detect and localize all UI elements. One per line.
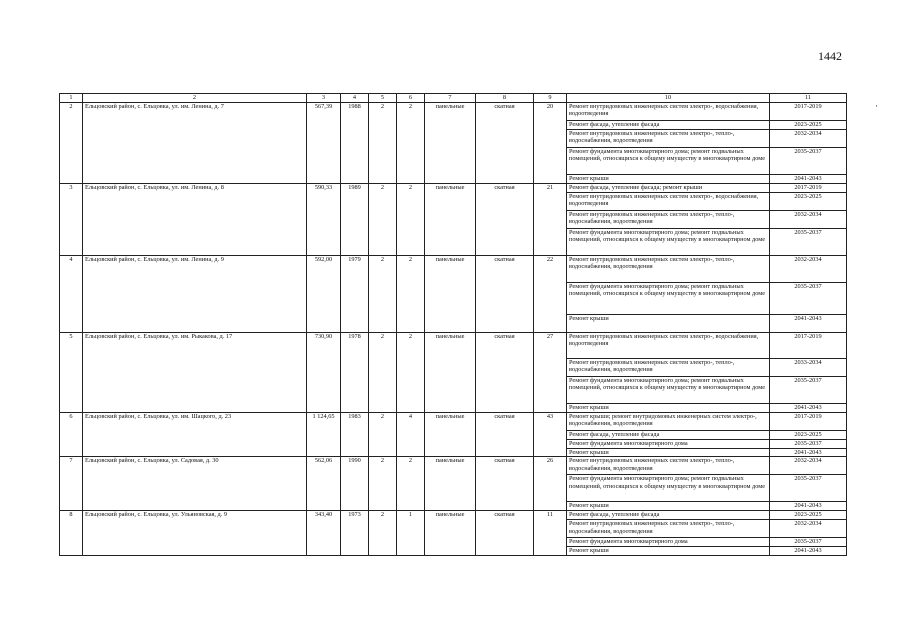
apartments-cell: 22 bbox=[534, 256, 567, 333]
apartments-cell: 20 bbox=[534, 103, 567, 184]
work-type-cell: Ремонт внутридомовых инженерных систем электро-, тепло-, водоснабжения, водоотведения bbox=[567, 457, 770, 475]
address-cell: Ельцовский район, с. Ельцовка, ул. Ульяновская, д. 9 bbox=[83, 511, 307, 555]
address-cell: Ельцовский район, с. Ельцовка, ул. им. Рыкакова, д. 17 bbox=[83, 333, 307, 413]
work-type-cell: Ремонт внутридомовых инженерных систем электро-, тепло-, водоснабжения, водоотведения bbox=[567, 130, 770, 148]
column-number: 6 bbox=[397, 94, 425, 103]
work-type-cell: Ремонт внутридомовых инженерных систем электро-, водоснабжения, водоотведения bbox=[567, 193, 770, 211]
entrances-cell: 2 bbox=[397, 256, 425, 333]
period-cell: 2033-2034 bbox=[770, 359, 847, 377]
period-cell: 2035-2037 bbox=[770, 229, 847, 256]
roof-type-cell: скатная bbox=[476, 511, 534, 555]
row-number: 5 bbox=[60, 333, 83, 413]
apartments-cell: 43 bbox=[534, 413, 567, 457]
column-number: 1 bbox=[60, 94, 83, 103]
entrances-cell: 1 bbox=[397, 511, 425, 555]
period-cell: 2023-2025 bbox=[770, 431, 847, 440]
work-type-cell: Ремонт фундамента многоквартирного дома; ремонт подвальных помещений, относящихся к общему имуществу в многоквартирном доме bbox=[567, 283, 770, 315]
column-number: 5 bbox=[369, 94, 397, 103]
apartments-cell: 21 bbox=[534, 184, 567, 256]
period-cell: 2023-2025 bbox=[770, 511, 847, 520]
table-row bbox=[60, 511, 847, 520]
work-type-cell: Ремонт фундамента многоквартирного дома bbox=[567, 538, 770, 547]
table-row bbox=[60, 256, 847, 283]
period-cell: 2017-2019 bbox=[770, 333, 847, 359]
period-cell: 2035-2037 bbox=[770, 440, 847, 449]
period-cell: 2017-2019 bbox=[770, 413, 847, 431]
work-type-cell: Ремонт фасада, утепление фасада; ремонт крыши bbox=[567, 184, 770, 193]
floors-cell: 2 bbox=[369, 256, 397, 333]
period-cell: 2041-2043 bbox=[770, 547, 847, 555]
page-number: 1442 bbox=[818, 49, 842, 63]
roof-type-cell: скатная bbox=[476, 256, 534, 333]
period-cell: 2023-2025 bbox=[770, 193, 847, 211]
year-built-cell: 1989 bbox=[341, 184, 369, 256]
period-cell: 2035-2037 bbox=[770, 283, 847, 315]
column-number: 4 bbox=[341, 94, 369, 103]
column-number: 8 bbox=[476, 94, 534, 103]
work-type-cell: Ремонт внутридомовых инженерных систем электро-, тепло-, водоснабжения, водоотведения bbox=[567, 520, 770, 538]
column-number-row bbox=[60, 94, 847, 103]
work-type-cell: Ремонт фасада, утепление фасада bbox=[567, 121, 770, 130]
period-cell: 2041-2043 bbox=[770, 404, 847, 413]
stray-mark: · bbox=[875, 101, 878, 111]
work-type-cell: Ремонт крыши bbox=[567, 547, 770, 555]
area-cell: 562,06 bbox=[307, 457, 341, 511]
year-built-cell: 1978 bbox=[341, 333, 369, 413]
entrances-cell: 2 bbox=[397, 333, 425, 413]
address-cell: Ельцовский район, с. Ельцовка, ул. им. Ленина, д. 7 bbox=[83, 103, 307, 184]
work-type-cell: Ремонт фундамента многоквартирного дома; ремонт подвальных помещений, относящихся к общему имуществу в многоквартирном доме bbox=[567, 377, 770, 404]
wall-material-cell: панельные bbox=[425, 457, 476, 511]
address-cell: Ельцовский район, с. Ельцовка, ул. им. Ленина, д. 9 bbox=[83, 256, 307, 333]
area-cell: 567,39 bbox=[307, 103, 341, 184]
work-type-cell: Ремонт фундамента многоквартирного дома; ремонт подвальных помещений, относящихся к общему имуществу в многоквартирном доме bbox=[567, 148, 770, 175]
work-type-cell: Ремонт крыши bbox=[567, 315, 770, 333]
floors-cell: 2 bbox=[369, 333, 397, 413]
table-row bbox=[60, 103, 847, 121]
apartments-cell: 26 bbox=[534, 457, 567, 511]
row-number: 2 bbox=[60, 103, 83, 184]
year-built-cell: 1990 bbox=[341, 457, 369, 511]
entrances-cell: 2 bbox=[397, 103, 425, 184]
entrances-cell: 2 bbox=[397, 184, 425, 256]
roof-type-cell: скатная bbox=[476, 457, 534, 511]
period-cell: 2035-2037 bbox=[770, 538, 847, 547]
wall-material-cell: панельные bbox=[425, 256, 476, 333]
work-type-cell: Ремонт фундамента многоквартирного дома; ремонт подвальных помещений, относящихся к общему имуществу в многоквартирном доме bbox=[567, 229, 770, 256]
column-number: 7 bbox=[425, 94, 476, 103]
capital-repair-table bbox=[59, 93, 847, 556]
row-number: 7 bbox=[60, 457, 83, 511]
period-cell: 2041-2043 bbox=[770, 449, 847, 457]
work-type-cell: Ремонт крыши bbox=[567, 404, 770, 413]
period-cell: 2032-2034 bbox=[770, 130, 847, 148]
work-type-cell: Ремонт внутридомовых инженерных систем электро-, водоснабжения, водоотведения bbox=[567, 333, 770, 359]
work-type-cell: Ремонт внутридомовых инженерных систем электро-, водоснабжения, водоотведения bbox=[567, 103, 770, 121]
floors-cell: 2 bbox=[369, 184, 397, 256]
row-number: 3 bbox=[60, 184, 83, 256]
period-cell: 2017-2019 bbox=[770, 103, 847, 121]
area-cell: 592,00 bbox=[307, 256, 341, 333]
work-type-cell: Ремонт крыши bbox=[567, 502, 770, 511]
table-row bbox=[60, 184, 847, 193]
column-number: 9 bbox=[534, 94, 567, 103]
table-row bbox=[60, 413, 847, 431]
table-row bbox=[60, 457, 847, 475]
address-cell: Ельцовский район, с. Ельцовка, ул. им. Шацкого, д. 23 bbox=[83, 413, 307, 457]
work-type-cell: Ремонт крыши; ремонт внутридомовых инженерных систем электро-, водоснабжения, водоотведения bbox=[567, 413, 770, 431]
floors-cell: 2 bbox=[369, 457, 397, 511]
period-cell: 2032-2034 bbox=[770, 256, 847, 283]
work-type-cell: Ремонт фасада, утепление фасада bbox=[567, 511, 770, 520]
area-cell: 1 124,65 bbox=[307, 413, 341, 457]
row-number: 8 bbox=[60, 511, 83, 555]
wall-material-cell: панельные bbox=[425, 511, 476, 555]
table-row bbox=[60, 333, 847, 359]
address-cell: Ельцовский район, с. Ельцовка, ул. им. Ленина, д. 8 bbox=[83, 184, 307, 256]
roof-type-cell: скатная bbox=[476, 413, 534, 457]
period-cell: 2023-2025 bbox=[770, 121, 847, 130]
address-cell: Ельцовский район, с. Ельцовка, ул. Садовая, д. 30 bbox=[83, 457, 307, 511]
period-cell: 2041-2043 bbox=[770, 315, 847, 333]
entrances-cell: 2 bbox=[397, 457, 425, 511]
period-cell: 2041-2043 bbox=[770, 502, 847, 511]
column-number: 3 bbox=[307, 94, 341, 103]
floors-cell: 2 bbox=[369, 413, 397, 457]
wall-material-cell: панельные bbox=[425, 184, 476, 256]
floors-cell: 2 bbox=[369, 511, 397, 555]
apartments-cell: 11 bbox=[534, 511, 567, 555]
work-type-cell: Ремонт фундамента многоквартирного дома bbox=[567, 440, 770, 449]
area-cell: 730,90 bbox=[307, 333, 341, 413]
year-built-cell: 1973 bbox=[341, 511, 369, 555]
period-cell: 2041-2043 bbox=[770, 175, 847, 184]
year-built-cell: 1979 bbox=[341, 256, 369, 333]
work-type-cell: Ремонт внутридомовых инженерных систем электро-, тепло-, водоснабжения, водоотведения bbox=[567, 211, 770, 229]
work-type-cell: Ремонт внутридомовых инженерных систем электро-, тепло-, водоснабжения, водоотведения bbox=[567, 256, 770, 283]
roof-type-cell: скатная bbox=[476, 103, 534, 184]
work-type-cell: Ремонт внутридомовых инженерных систем электро-, тепло-, водоснабжения, водоотведения bbox=[567, 359, 770, 377]
row-number: 6 bbox=[60, 413, 83, 457]
period-cell: 2035-2037 bbox=[770, 475, 847, 502]
roof-type-cell: скатная bbox=[476, 333, 534, 413]
column-number: 10 bbox=[567, 94, 770, 103]
column-number: 2 bbox=[83, 94, 307, 103]
work-type-cell: Ремонт крыши bbox=[567, 175, 770, 184]
period-cell: 2032-2034 bbox=[770, 520, 847, 538]
year-built-cell: 1983 bbox=[341, 413, 369, 457]
wall-material-cell: панельные bbox=[425, 413, 476, 457]
wall-material-cell: панельные bbox=[425, 333, 476, 413]
entrances-cell: 4 bbox=[397, 413, 425, 457]
period-cell: 2035-2037 bbox=[770, 377, 847, 404]
period-cell: 2032-2034 bbox=[770, 211, 847, 229]
work-type-cell: Ремонт фундамента многоквартирного дома; ремонт подвальных помещений, относящихся к общему имуществу в многоквартирном доме bbox=[567, 475, 770, 502]
wall-material-cell: панельные bbox=[425, 103, 476, 184]
area-cell: 590,33 bbox=[307, 184, 341, 256]
column-number: 11 bbox=[770, 94, 847, 103]
period-cell: 2032-2034 bbox=[770, 457, 847, 475]
roof-type-cell: скатная bbox=[476, 184, 534, 256]
work-type-cell: Ремонт крыши bbox=[567, 449, 770, 457]
year-built-cell: 1988 bbox=[341, 103, 369, 184]
floors-cell: 2 bbox=[369, 103, 397, 184]
work-type-cell: Ремонт фасада, утепление фасада bbox=[567, 431, 770, 440]
area-cell: 343,40 bbox=[307, 511, 341, 555]
row-number: 4 bbox=[60, 256, 83, 333]
period-cell: 2035-2037 bbox=[770, 148, 847, 175]
apartments-cell: 27 bbox=[534, 333, 567, 413]
period-cell: 2017-2019 bbox=[770, 184, 847, 193]
